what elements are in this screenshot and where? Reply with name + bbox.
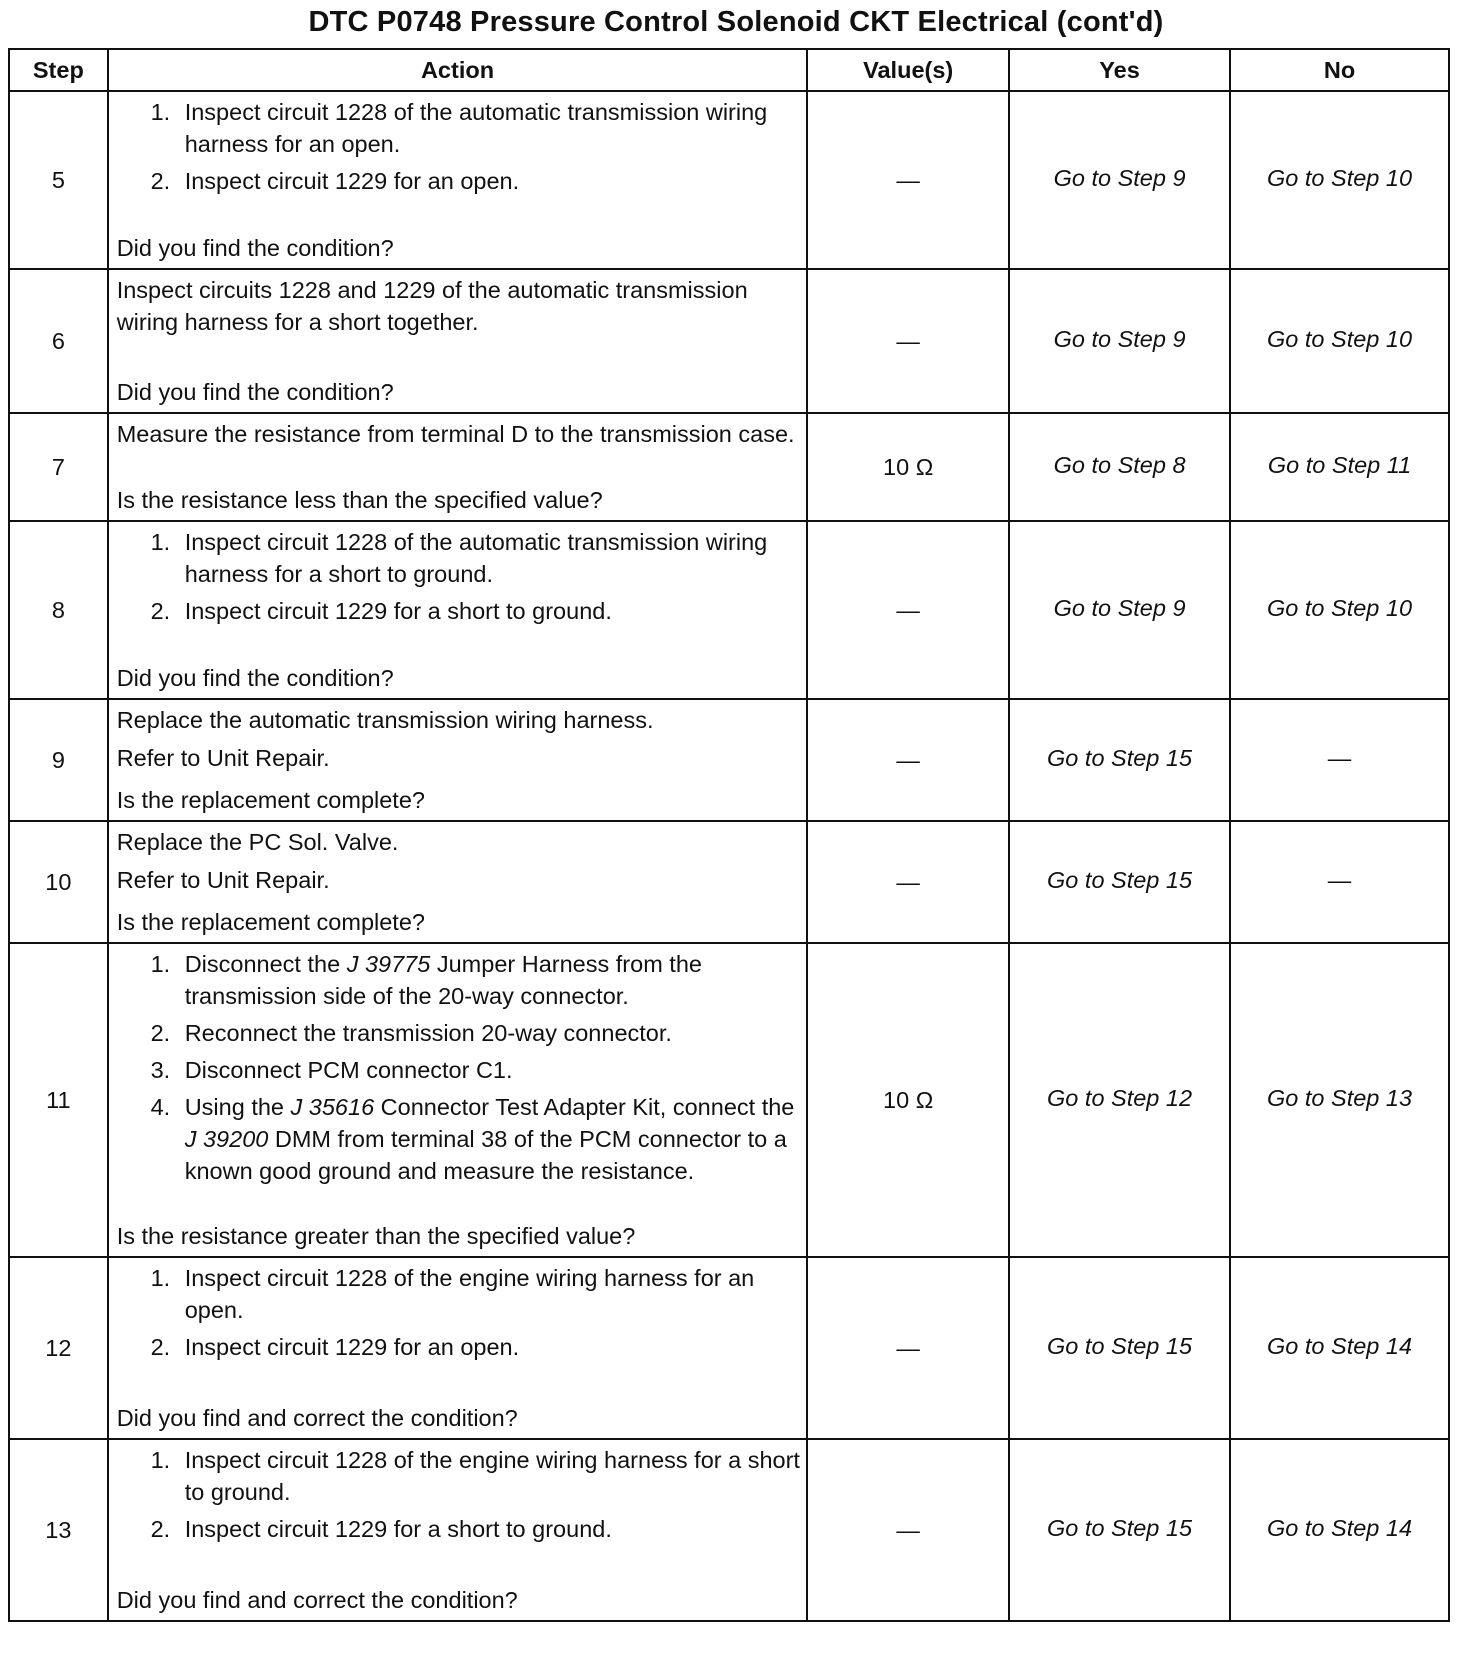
step-number: 10 <box>9 821 108 943</box>
action-question: Did you find and correct the condition? <box>116 1405 518 1431</box>
action-cell <box>108 943 808 1257</box>
step-number: 9 <box>9 699 108 821</box>
table-row <box>9 943 1449 1257</box>
tool-reference: J 35616 <box>290 1094 375 1120</box>
yes-result: Go to Step 15 <box>1009 699 1230 821</box>
header-yes: Yes <box>1009 49 1230 91</box>
action-cell <box>108 269 808 413</box>
action-list <box>117 526 801 632</box>
value-cell: — <box>807 91 1009 269</box>
yes-result: Go to Step 9 <box>1009 91 1230 269</box>
value-cell: — <box>807 821 1009 943</box>
action-list <box>117 96 801 202</box>
step-number: 6 <box>9 269 108 413</box>
tool-reference: J 39775 <box>346 951 431 977</box>
action-question: Did you find and correct the condition? <box>116 1587 518 1613</box>
value-cell: — <box>807 1439 1009 1621</box>
diagnostic-table <box>8 48 1450 1622</box>
action-text: Inspect circuits 1228 and 1229 of the automatic transmission wiring harness for a short together. <box>116 277 748 335</box>
action-question: Did you find the condition? <box>116 379 394 405</box>
action-question: Is the replacement complete? <box>116 909 425 935</box>
value-cell: 10 Ω <box>807 943 1009 1257</box>
action-cell <box>108 521 808 699</box>
list-item: 3. Disconnect PCM connector C1. <box>177 1054 801 1086</box>
action-text: Replace the PC Sol. Valve. <box>116 829 399 855</box>
table-row <box>9 1257 1449 1439</box>
yes-result: Go to Step 8 <box>1009 413 1230 521</box>
action-list <box>117 948 801 1192</box>
page-title: DTC P0748 Pressure Control Solenoid CKT Electrical (cont'd) <box>308 6 1164 38</box>
step-number: 8 <box>9 521 108 699</box>
no-result: — <box>1230 699 1449 821</box>
step-number: 13 <box>9 1439 108 1621</box>
yes-result: Go to Step 15 <box>1009 821 1230 943</box>
header-action: Action <box>108 49 808 91</box>
yes-result: Go to Step 9 <box>1009 521 1230 699</box>
list-item: 1. Inspect circuit 1228 of the automatic transmission wiring harness for a short to ground. <box>177 526 801 590</box>
action-cell <box>108 1257 808 1439</box>
header-no: No <box>1230 49 1449 91</box>
step-number: 5 <box>9 91 108 269</box>
list-item: 4. Using the J 35616 Connector Test Adapter Kit, connect the J 39200 DMM from terminal 38 of the PCM connector to a known good ground and measure the resistance. <box>177 1091 801 1187</box>
value-cell: — <box>807 521 1009 699</box>
table-row <box>9 821 1449 943</box>
no-result: Go to Step 11 <box>1230 413 1449 521</box>
table-row <box>9 1439 1449 1621</box>
list-item: 2. Inspect circuit 1229 for an open. <box>177 165 801 197</box>
value-cell: 10 Ω <box>807 413 1009 521</box>
action-text: Replace the automatic transmission wiring harness. <box>116 707 654 733</box>
no-result: Go to Step 13 <box>1230 943 1449 1257</box>
action-cell <box>108 699 808 821</box>
header-values: Value(s) <box>807 49 1009 91</box>
header-step: Step <box>9 49 108 91</box>
no-result: Go to Step 14 <box>1230 1439 1449 1621</box>
action-text: Measure the resistance from terminal D to the transmission case. <box>116 421 795 447</box>
yes-result: Go to Step 15 <box>1009 1257 1230 1439</box>
action-cell <box>108 821 808 943</box>
no-result: Go to Step 14 <box>1230 1257 1449 1439</box>
no-result: Go to Step 10 <box>1230 269 1449 413</box>
yes-result: Go to Step 15 <box>1009 1439 1230 1621</box>
no-result: Go to Step 10 <box>1230 521 1449 699</box>
action-list <box>117 1444 801 1550</box>
action-question: Is the resistance greater than the specified value? <box>116 1223 636 1249</box>
list-item: 1. Inspect circuit 1228 of the engine wiring harness for an open. <box>177 1262 801 1326</box>
no-result: Go to Step 10 <box>1230 91 1449 269</box>
action-cell <box>108 91 808 269</box>
action-question: Is the replacement complete? <box>116 787 425 813</box>
table-row <box>9 699 1449 821</box>
list-item: 2. Inspect circuit 1229 for an open. <box>177 1331 801 1363</box>
tool-reference: J 39200 <box>184 1126 269 1152</box>
step-number: 7 <box>9 413 108 521</box>
table-row <box>9 413 1449 521</box>
list-item: 2. Inspect circuit 1229 for a short to ground. <box>177 595 801 627</box>
list-item: 1. Disconnect the J 39775 Jumper Harness from the transmission side of the 20-way connector. <box>177 948 801 1012</box>
action-list <box>117 1262 801 1368</box>
list-item: 2. Inspect circuit 1229 for a short to ground. <box>177 1513 801 1545</box>
yes-result: Go to Step 9 <box>1009 269 1230 413</box>
table-row <box>9 269 1449 413</box>
step-number: 11 <box>9 943 108 1257</box>
list-item: 1. Inspect circuit 1228 of the automatic transmission wiring harness for an open. <box>177 96 801 160</box>
action-question: Is the resistance less than the specified value? <box>116 487 603 513</box>
table-row <box>9 91 1449 269</box>
no-result: — <box>1230 821 1449 943</box>
yes-result: Go to Step 12 <box>1009 943 1230 1257</box>
table-row <box>9 521 1449 699</box>
action-question: Did you find the condition? <box>116 235 394 261</box>
action-text: Refer to Unit Repair. <box>116 745 330 771</box>
action-text: Refer to Unit Repair. <box>116 867 330 893</box>
value-cell: — <box>807 269 1009 413</box>
value-cell: — <box>807 1257 1009 1439</box>
list-item: 2. Reconnect the transmission 20-way connector. <box>177 1017 801 1049</box>
list-item: 1. Inspect circuit 1228 of the engine wiring harness for a short to ground. <box>177 1444 801 1508</box>
value-cell: — <box>807 699 1009 821</box>
action-cell <box>108 1439 808 1621</box>
action-question: Did you find the condition? <box>116 665 394 691</box>
action-cell <box>108 413 808 521</box>
table-header-row <box>9 49 1449 91</box>
step-number: 12 <box>9 1257 108 1439</box>
